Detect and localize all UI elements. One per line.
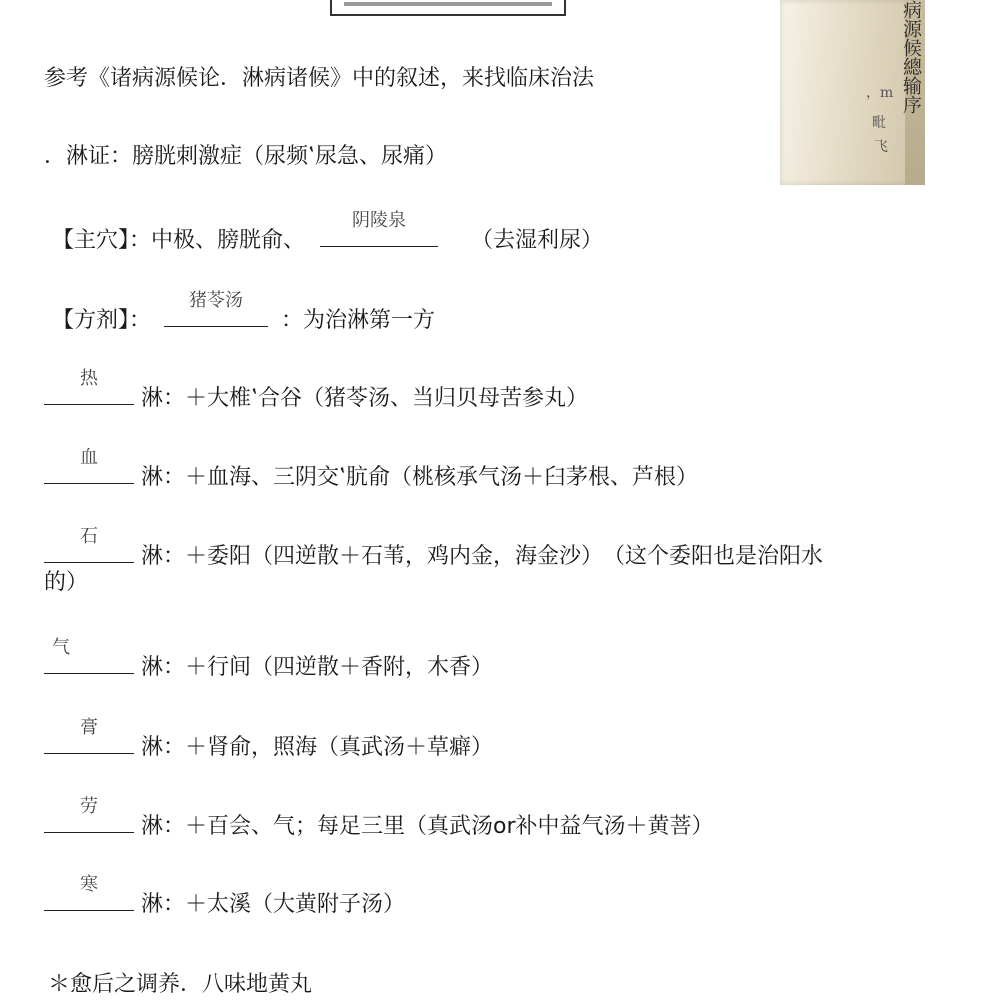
clipping-mark-3: 飞 xyxy=(874,139,888,155)
type-handwriting: 膏 xyxy=(80,717,98,738)
main-points-note: （去湿利尿） xyxy=(471,228,604,253)
type-blank xyxy=(44,637,134,674)
type-handwriting: 寒 xyxy=(80,874,98,895)
type-text: 淋：＋肾俞，照海（真武汤＋草癖） xyxy=(141,735,494,760)
main-points-line xyxy=(52,210,604,256)
type-text: 淋：＋大椎‛合谷（猪苓汤、当归贝母苦参丸） xyxy=(141,386,588,411)
type-text: 淋：＋血海、三阴交‛肮俞（桃核承气汤＋臼茅根、芦根） xyxy=(141,465,698,490)
type-blank xyxy=(44,796,134,833)
type-blank xyxy=(44,874,134,911)
type-blank xyxy=(44,368,134,405)
type-text: 淋：＋太溪（大黄附子汤） xyxy=(141,892,406,917)
formula-handwriting: 猪苓汤 xyxy=(189,290,244,311)
type-blank xyxy=(44,447,134,484)
main-points-handwriting: 阴陵泉 xyxy=(352,210,407,231)
main-points-label: 【主穴】：中极、膀胱俞、 xyxy=(52,228,306,253)
type-text: 淋：＋委阳（四逆散＋石苇，鸡内金，海金沙） （这个委阳也是治阳水 xyxy=(141,544,824,569)
type-row xyxy=(44,717,494,763)
type-row xyxy=(44,796,714,842)
title-box xyxy=(330,0,566,16)
intro-text: 参考《诸病源候论．淋病诸候》中的叙述，来找临床治法 xyxy=(44,66,595,91)
type-handwriting: 石 xyxy=(80,526,98,547)
title-box-fill xyxy=(344,2,552,6)
type-text: 淋：＋百会、气；每足三里（真武汤or补中益气汤＋黄菩） xyxy=(141,814,714,839)
type-handwriting: 气 xyxy=(52,637,70,658)
clipping-vertical-text: 病源候總输序 xyxy=(900,0,922,114)
type-row xyxy=(44,874,406,920)
type-handwriting: 热 xyxy=(80,368,98,389)
type-handwriting: 血 xyxy=(80,447,98,468)
formula-note: ：为治淋第一方 xyxy=(281,308,436,333)
type-text-continued: 的） xyxy=(44,570,89,595)
type-row xyxy=(44,637,494,683)
type-row xyxy=(44,526,824,572)
section-heading: ．淋证：膀胱刺激症（尿频‛尿急、尿痛） xyxy=(44,144,447,169)
main-points-blank xyxy=(320,210,438,247)
type-blank xyxy=(44,717,134,754)
clipping-mark-1: ，m xyxy=(866,85,894,101)
type-row xyxy=(44,447,698,493)
type-text: 淋：＋行间（四逆散＋香附，木香） xyxy=(141,655,494,680)
formula-blank xyxy=(164,290,268,327)
clipping-mark-2: 毗 xyxy=(872,115,886,131)
type-row xyxy=(44,368,588,414)
formula-line xyxy=(52,290,436,336)
type-blank xyxy=(44,526,134,563)
formula-label: 【方剂】： xyxy=(52,308,152,333)
type-handwriting: 劳 xyxy=(80,796,98,817)
footer-note: ＊愈后之调养．八味地黄丸 xyxy=(48,972,313,997)
